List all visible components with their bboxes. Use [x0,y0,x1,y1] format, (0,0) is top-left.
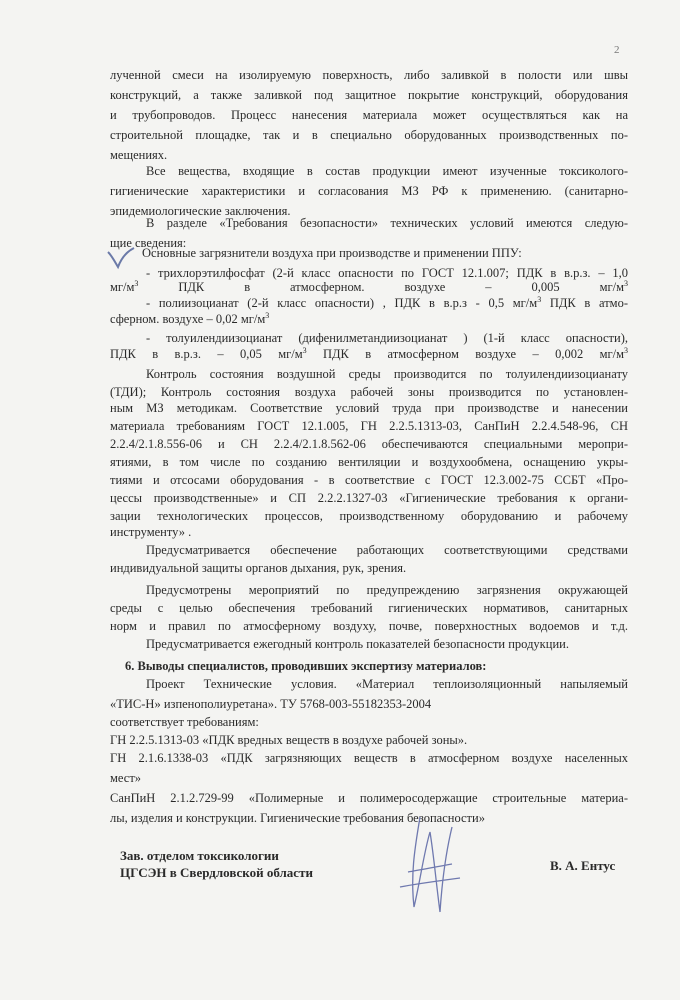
signer-name: В. А. Ентус [550,858,616,873]
signer-position-line1: Зав. отделом токсикологии [120,848,279,863]
text-line: ПДК в в.р.з. – 0,05 $мг/м^3$ ПДК в атмосферном воздухе – 0,002 $мг/м^3$ [110,347,628,361]
handwritten-signature [390,812,470,922]
text-line: 6. Выводы специалистов, проводивших экспертизу материалов: [125,659,487,673]
text-line: мест» [110,771,142,785]
text-line: ным МЗ методикам. Соответствие условий труда при производстве и нанесении [110,401,628,415]
text-line: СанПиН 2.1.2.729-99 «Полимерные и полимеросодержащие строительные материа- [110,791,628,805]
text-line: материала требованиям ГОСТ 12.1.005, ГН 2.2.5.1313-03, СанПиН 2.2.4.548-96, СН [110,419,628,433]
text-line: ГН 2.1.6.1338-03 «ПДК загрязняющих веществ в атмосферном воздухе населенных [110,751,628,765]
text-line: - полиизоцианат (2-й класс опасности) , ПДК в в.р.з - 0,5 $мг/м^3$ ПДК в атмо- [146,296,628,310]
text-line: лученной смеси на изолируемую поверхность, либо заливкой в полости или швы [110,68,628,82]
text-line: - толуилендиизоцианат (дифенилметандиизоцианат ) (1-й класс опасности), [146,331,628,345]
text-line: индивидуальной защиты органов дыхания, рук, зрения. [110,561,407,575]
text-line: конструкций, а также заливкой под защитное покрытие конструкций, оборудования [110,88,628,102]
text-line: Контроль состояния воздушной среды производится по толуилендиизоцианату [146,367,628,381]
text-line: ятиями, в том числе по созданию вентиляции и воздухообмена, оснащению укры- [110,455,628,469]
text-line: лы, изделия и конструкции. Гигиенические требования безопасности» [110,811,485,825]
text-line: В разделе «Требования безопасности» технических условий имеются следую- [146,216,628,230]
text-line: Предусматривается ежегодный контроль показателей безопасности продукции. [146,637,569,651]
page-number: 2 [614,44,620,56]
text-line: инструменту» . [110,525,192,539]
text-line: Предусматривается обеспечение работающих соответствующими средствами [146,543,628,557]
text-line: (ТДИ); Контроль состояния воздуха рабочей зоны производится по установлен- [110,385,628,399]
text-line: тиями и отсосами оборудования - в соответствие с ГОСТ 12.3.002-75 ССБТ «Про- [110,473,628,487]
text-line: ГН 2.2.5.1313-03 «ПДК вредных веществ в воздухе рабочей зоны». [110,733,468,747]
text-line: зации технологических процессов, производственному оборудованию и рабочему [110,509,628,523]
text-line: $мг/м^3$ ПДК в атмосферном. воздухе – 0,005 $мг/м^3$ [110,280,628,294]
text-line: Предусмотрены мероприятий по предупреждению загрязнения окружающей [146,583,628,597]
text-line: - трихлорэтилфосфат (2-й класс опасности по ГОСТ 12.1.007; ПДК в в.р.з. – 1,0 [146,266,628,280]
text-line: строительной площадке, так и в специально оборудованных производственных по- [110,128,628,142]
text-line: сферном. воздухе – 0,02 $мг/м^3$ [110,312,270,326]
signer-position-line2: ЦГСЭН в Свердловской области [120,865,313,880]
text-line: Все вещества, входящие в состав продукции имеют изученные токсиколого- [146,164,628,178]
text-line: гигиенические характеристики и согласования МЗ РФ к применению. (санитарно- [110,184,628,198]
text-line: 2.2.4/2.1.8.556-06 и СН 2.2.4/2.1.8.562-06 обеспечиваются специальными меропри- [110,437,628,451]
text-line: Проект Технические условия. «Материал теплоизоляционный напыляемый [146,677,628,691]
text-line: эпидемиологические заключения. [110,204,291,218]
text-line: норм и правил по атмосферному воздуху, почве, поверхностных водоемов и т.д. [110,619,628,633]
text-line: среды с целью обеспечения требований гигиенических нормативов, санитарных [110,601,628,615]
text-line: «ТИС-Н» изпенополиуретана». ТУ 5768-003-55182353-2004 [110,697,432,711]
text-line: щие сведения: [110,236,187,250]
text-line: и трубопроводов. Процесс нанесения материала может осуществляться как на [110,108,628,122]
text-line: мещениях. [110,148,168,162]
text-line: Основные загрязнители воздуха при производстве и применении ППУ: [142,246,522,260]
text-line: соответствует требованиям: [110,715,259,729]
text-line: цессы производственные» и СП 2.2.2.1327-03 «Гигиенические требования к органи- [110,491,628,505]
